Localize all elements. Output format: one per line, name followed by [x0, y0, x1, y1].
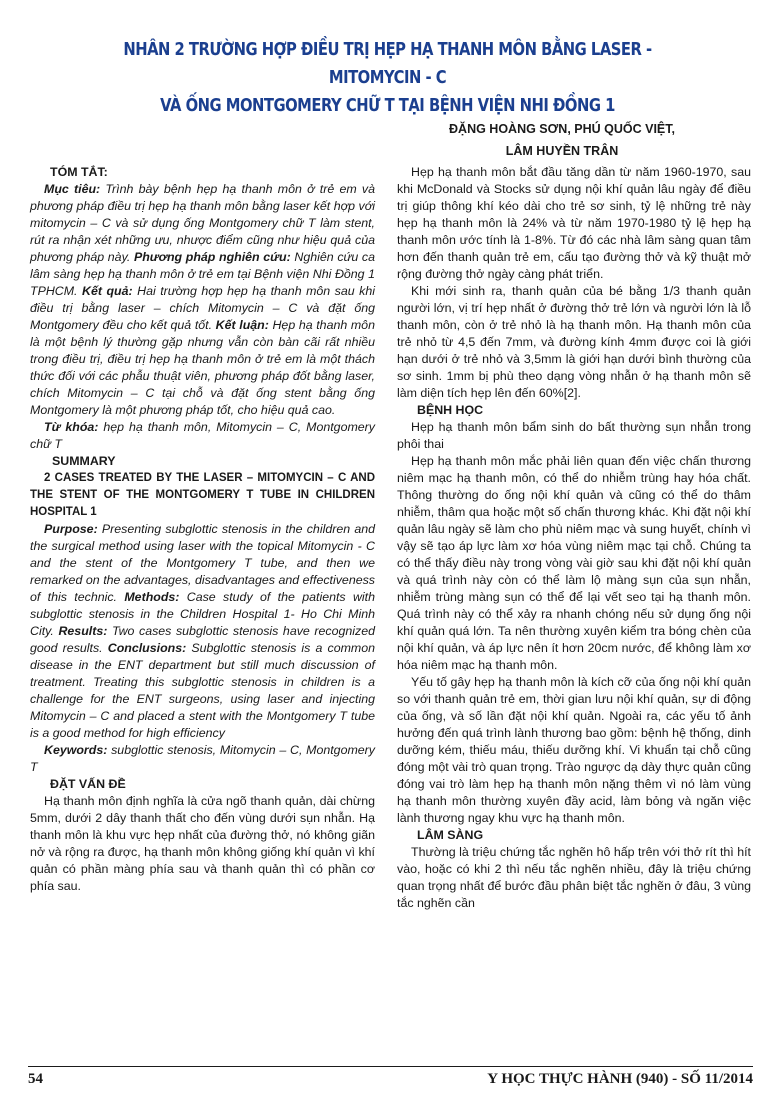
- keywords-vi: [30, 419, 375, 453]
- summary-title: 2 CASES TREATED BY THE LASER – MITOMYCIN – C AND THE STENT OF THE MONTGOMERY T TUBE IN CHILDREN HOSPITAL 1: [30, 472, 375, 518]
- acquired-paragraph: Hẹp hạ thanh môn mắc phải liên quan đến việc chấn thương niêm mạc hạ thanh môn, có thể do nhiễm trùng hay hóa chất. Thông thường do ống nội khí quản và cũng có thể do thâm nhiễm, thâm qua hoặc một số chấn thương khác. Khi đặt nội khí quản lâu ngày sẽ làm cho phù niêm mạc và sung huyết, chính vì vậy sẽ tạo áp lực làm xơ hóa vùng niêm mạc tại chỗ. Chúng ta có thể thấy điều này trong vòng vài giờ sau khi đặt nội khí quản và quá trình này còn có thể làm lộ màng sụn của sụn nhẫn, nhiễm trùng màng sụn có thể để lại vết seo tại hạ thanh môn. Quá trình này có thể xảy ra nhanh chóng nếu sử dụng ống nội khí quản quá lớn. Ta nên thường xuyên kiểm tra bóng chèn của nội khí quản, và áp lực nên ít hơn 20cm nước, để không làm xơ hóa niêm mạc hạ thanh môn.: [397, 454, 751, 672]
- keywords-text-vi: hẹp hạ thanh môn, Mitomycin – C, Montgomery chữ T: [30, 420, 375, 451]
- methods-label-vi: Phương pháp nghiên cứu:: [133, 250, 291, 264]
- authors-line-1: ĐẶNG HOÀNG SƠN, PHÚ QUỐC VIỆT,: [449, 122, 675, 136]
- purpose-label: Purpose:: [44, 522, 98, 536]
- title-line-1: NHÂN 2 TRƯỜNG HỢP ĐIỀU TRỊ HẸP HẠ THANH MÔN BẰNG LASER - MITOMYCIN - C: [123, 40, 652, 88]
- journal-issue: Y HỌC THỰC HÀNH (940) - SỐ 11/2014: [487, 1071, 753, 1087]
- results-label-vi: Kết quả:: [82, 284, 133, 298]
- right-column: [397, 164, 751, 912]
- page-number: 54: [28, 1071, 43, 1087]
- conclusions-label-en: Conclusions:: [107, 641, 187, 655]
- abstract-objective: [30, 181, 375, 419]
- keywords-label-vi: Từ khóa:: [44, 420, 99, 434]
- conclusion-text-vi: Hẹp hạ thanh môn là một bệnh lý thường gặp nhưng vẫn còn bàn cãi rất nhiều trong điều trị, điều trị hẹp hạ thanh môn ở trẻ em là một thách thức đối với các phẫu thuật viên, phương pháp đốt bằng laser, chích Mitomycin – C tại chỗ và đặt ống stent bằng ống Montgomery là một phương pháp tốt, cho hiệu quả cao.: [30, 318, 375, 417]
- summary-heading: SUMMARY: [52, 454, 116, 468]
- purpose-text: Presenting subglottic stenosis in the children and the surgical method using laser with the topical Mitomycin - C and the stent of the Montgomery T tube, and then we remarked on the advantages, disadvantages and effectiveness of this technic.: [30, 522, 375, 604]
- pathology-heading: BỆNH HỌC: [417, 403, 484, 417]
- conclusions-text-en: Subglottic stenosis is a common disease in the ENT department but still much discussion of treatment. Treating this subglottic stenosis in children is a challenge for the ENT surgeons, using laser and injecting Mitomycin – C and placed a stent with the Montgomery T tube is a good method for high efficiency: [30, 641, 376, 740]
- results-text-vi: Hai trường hợp hẹp hạ thanh môn sau khi điều trị bằng laser – chích Mitomycin – C và đặt ống Montgomery đều cho kết quả tốt.: [30, 284, 375, 332]
- summary-body: [30, 521, 375, 742]
- abstract-heading: TÓM TẮT:: [50, 165, 108, 179]
- keywords-text-en: subglottic stenosis, Mitomycin – C, Montgomery T: [30, 743, 375, 774]
- methods-label-en: Methods:: [124, 590, 180, 604]
- title-line-2: VÀ ỐNG MONTGOMERY CHỮ T TẠI BỆNH VIỆN NHI ĐỒNG 1: [160, 96, 615, 116]
- risk-factors-paragraph: Yếu tố gây hẹp hạ thanh môn là kích cỡ của ống nội khí quản so với thanh quản trẻ em, thời gian lưu nội khí quản, sự di động của ống, và số lần đặt nội khí quản. Ngoài ra, các yếu tố ảnh hưởng đến quá trình lành thương bao gồm: bệnh hệ thống, dinh dưỡng kém, thiếu máu, thiếu dưỡng khí. Vi khuẩn tại chỗ cũng đóng một vài trò quan trọng. Trào ngược dạ dày thực quản cũng đóng vai trò làm hẹp hạ thanh môn nặng thêm vì nó làm vùng hạ thanh môn thường xuyên đầy acid, làm bỏng và ngăn việc lành thương ngay khu vực hạ thanh môn.: [397, 675, 751, 825]
- keywords-label-en: Keywords:: [44, 743, 108, 757]
- results-label-en: Results:: [58, 624, 108, 638]
- objective-label: Mục tiêu:: [44, 182, 101, 196]
- clinical-heading: LÂM SÀNG: [417, 828, 484, 842]
- keywords-en: [30, 742, 375, 776]
- methods-text-vi: Nghiên cứu ca lâm sàng hẹp hạ thanh môn ở trẻ em tại Bệnh viện Nhi Đồng 1 TPHCM.: [30, 250, 376, 298]
- results-text-en: Two cases subglottic stenosis have recognized good results.: [30, 624, 375, 655]
- left-column: [30, 164, 375, 895]
- authors: [412, 118, 712, 162]
- conclusion-label-vi: Kết luận:: [215, 318, 269, 332]
- history-paragraph: Hẹp hạ thanh môn bắt đầu tăng dần từ năm 1960-1970, sau khi McDonald và Stocks sử dụng nội khí quản lâu ngày để điều trị giúp thông khí kéo dài cho trẻ sơ sinh, tỷ lệ những trẻ này hẹp hạ thanh môn là 24% và từ năm 1970-1980 tỷ lệ hẹp hạ thanh môn ước tính là 1-8%. Từ đó các nhà lâm sàng quan tâm hơn đến thanh quản trẻ em, cấu tạo đường thở và kỹ thuật mở rộng đường thở ngày càng phát triển.: [397, 165, 751, 281]
- congenital-paragraph: Hẹp hạ thanh môn bẩm sinh do bất thường sụn nhẫn trong phôi thai: [397, 420, 751, 451]
- introduction-heading: ĐẶT VẤN ĐỀ: [50, 777, 126, 791]
- page-footer: [28, 1066, 753, 1091]
- anatomy-paragraph: Khi mới sinh ra, thanh quản của bé bằng 1/3 thanh quản người lớn, vị trí hẹp nhất ở đường thở trẻ lớn và người lớn là lỗ thanh môn, còn ở trẻ nhỏ là hạ thanh môn. Hạ thanh môn của trẻ nhỏ từ 4,5 đến 7mm, và đường kính 4mm được coi là giới hạn dưới ở trẻ nhỏ và 3,5mm là giới hạn dưới bình thường của sơ sinh. 1mm bị phù theo dạng vòng nhẫn ở hạ thanh môn sẽ làm diện tích hẹp lên đến 60%[2].: [397, 284, 751, 400]
- authors-line-2: LÂM HUYỀN TRÂN: [505, 144, 619, 158]
- introduction-paragraph: Hạ thanh môn định nghĩa là cửa ngõ thanh quản, dài chừng 5mm, dưới 2 dây thanh thất cho đến vùng dưới sụn nhẫn. Hạ thanh môn là khu vực hẹp nhất của đường thở, nó không giãn nở và rộng ra được, hạ thanh môn không giống khí quản vì khí quản có phần màng phía sau và thanh quản thì có phần cơ phía sau.: [30, 794, 375, 893]
- article-title: [79, 36, 696, 120]
- clinical-paragraph: Thường là triệu chứng tắc nghẽn hô hấp trên với thở rít thì hít vào, hoặc có khi 2 thì nếu tắc nghẽn nhiều, đây là triệu chứng quan trọng nhất để bước đầu phân biệt tắc nghẽn ở đâu, 3 vùng tắc nghẽn cần: [397, 845, 751, 910]
- objective-text: Trình bày bệnh hẹp hạ thanh môn ở trẻ em và phương pháp điều trị hẹp hạ thanh môn bằng laser kết hợp với mitomycin – C và sử dụng ống Montgomery chữ T làm stent, rút ra nhận xét những ưu, nhược điểm cũng như hiệu quả của phương pháp này.: [30, 182, 375, 264]
- methods-text-en: Case study of the patients with subglottic stenosis in the Children Hospital 1- Ho Chi Minh City.: [30, 590, 376, 638]
